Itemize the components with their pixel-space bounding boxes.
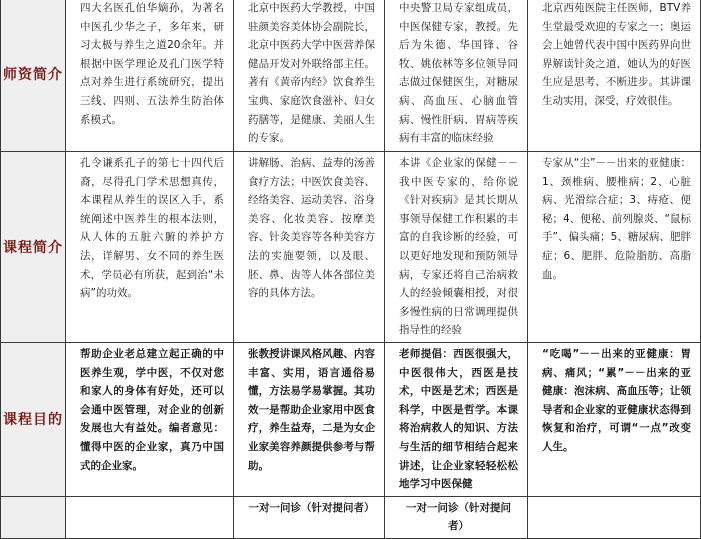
consult-zhang-text: 一对一问诊（针对提问者） — [248, 501, 375, 514]
course-kong-desc: 孔令谦系孔子的第七十四代后裔，尽得孔门学术思想真传，本课程从养生的误区入手，系统阐述中医养生的根本法则，从人体的五脏六腑的养护方法，详解男、女不同的养生医术，学员必有所获，起到治“未病”的功效。 — [80, 157, 224, 300]
table-row-consult — [1, 496, 701, 538]
table-cell — [528, 342, 701, 496]
course-zhang-desc: 讲解肠、治病、益寿的汤善食疗方法；中医饮食美容、经络美容、运动美容、浴身美容、化妆美容、按摩美容、针灸美容等各种美容方法的实施要领，以及眼、胚、鼻、齿等人体各部位美容的具体方法。 — [248, 157, 375, 300]
table-cell — [385, 496, 528, 538]
purpose-third-text: 老师提倡：西医很强大，中医很伟大，西医是技术，中医是艺术；西医是科学，中医是哲学。本课将治病救人的知识、方法与生活的细节相结合起来讲述，让企业家轻轻松松地学习中医保健 — [399, 347, 518, 491]
faculty-zhang-bio: 北京中医药大学教授，中国驻颜美容美体协会副院长，北京中医药大学中医营养保健品开发对外联络部主任。著有《黄帝内经》饮食养生宝典、家庭饮食滋补、妇女药膳等，是健康、美丽人生的专家。 — [248, 2, 375, 145]
table-cell — [234, 496, 385, 538]
table-cell — [528, 152, 701, 343]
row-header-course: 课程简介 — [3, 239, 63, 256]
table-cell — [234, 0, 385, 152]
purpose-kong-text: 帮助企业老总建立起正确的中医养生观，学中医，不仅对您和家人的身体有好处，还可以会通中医管理，对企业的创新发展也大有益处。编者意见：懂得中医的企业家，真乃中国式的企业家。 — [80, 347, 224, 472]
table-cell — [528, 496, 701, 538]
row-header-cell — [1, 496, 66, 538]
table-cell — [385, 0, 528, 152]
consult-third-text: 一对一问诊（针对提问者） — [406, 501, 511, 533]
table-cell — [66, 496, 234, 538]
table-cell — [66, 342, 234, 496]
faculty-fourth-bio: 北京西苑医院主任医师，BTV养生堂最受欢迎的专家之一；奥运会上她曾代表中国中医药界向世界解读针灸之道，她认为的好医生应是思考、不断进步。其讲课生动实用，深受，疗效很佳。 — [542, 2, 691, 107]
table-cell — [234, 152, 385, 343]
table-cell — [528, 0, 701, 152]
purpose-zhang-text: 张教授讲课风格风趣、内容丰富、实用，语言通俗易懂，方法易学易掌握。其功效一是帮助企业家用中医食疗，养生益寿，二是为女企业家美容养颜提供参考与帮助。 — [248, 347, 375, 472]
table-cell — [66, 152, 234, 343]
faculty-kong-bio: 四大名医孔伯华嫡孙，为著名中医孔少华之子，多年来，研习太极与养生之道20余年。并根据中医学理论及孔门医学特点对养生进行系统研究，提出三线、四则、五法养生防治体系模式。 — [80, 2, 224, 126]
row-header-cell — [1, 342, 66, 496]
row-header-cell — [1, 0, 66, 152]
table-cell — [385, 342, 528, 496]
row-header-faculty: 师资简介 — [3, 67, 63, 83]
consult-kong-text — [66, 497, 233, 501]
table-row-faculty — [1, 0, 701, 152]
consult-fourth-text — [528, 497, 700, 501]
course-third-desc: 本讲《企业家的保健－－我中医专家的，给你说《针对疾病》是其长期从事领导保健工作积累的丰富的自我诊断的经验，可以更好地发现和预防领导病，专家还将自己治病救人的经验倾囊相授，对很多慢性病的日常调理提供指导性的经验 — [399, 157, 518, 337]
table-cell — [234, 342, 385, 496]
table-cell — [66, 0, 234, 152]
course-fourth-desc: 专家从“尘”－－出来的亚健康：1、颈椎病、腰椎病；2、心脏病、光滑综合症；3、痔疮、便秘；4、便秘、前列腺炎、“鼠标手”、偏头痛；5、糖尿病、肥胖症；6、肥胖、危险脂肪、高脂血。 — [542, 157, 691, 281]
row-header-purpose: 课程目的 — [3, 412, 63, 429]
row-header-cell — [1, 152, 66, 343]
table-row-purpose — [1, 342, 701, 496]
faculty-third-bio: 中央警卫局专家组成员，中医保健专家，教授。先后为朱德、华国锋、谷牧、姚依林等多位领导同志做过保健医生，对糖尿病、高血压、心脑血管病、慢性肝病、胃病等疾病有丰富的临床经验 — [399, 2, 518, 145]
table-cell — [385, 152, 528, 343]
table-row-course — [1, 152, 701, 343]
purpose-fourth-text: “吃喝”－－出来的亚健康：胃病、痛风；“累”－－出来的亚健康：泡沫病、高血压等；让领导者和企业家的亚健康状态得到恢复和治疗，可谓“一点”改变人生。 — [542, 347, 691, 453]
